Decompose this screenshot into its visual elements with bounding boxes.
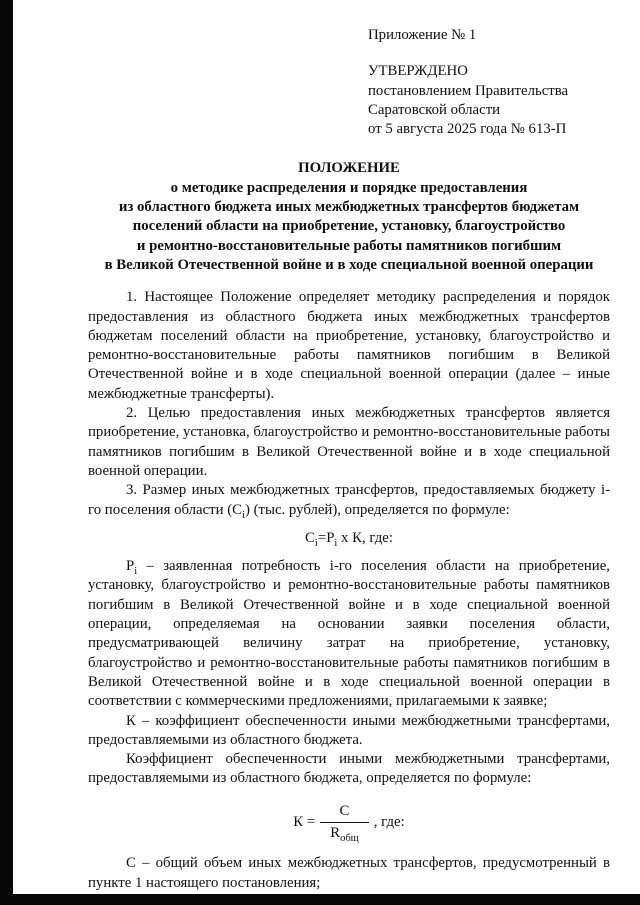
scan-border-bottom	[0, 894, 640, 905]
approval-line-1: УТВЕРЖДЕНО	[368, 63, 468, 80]
paragraph-6: Коэффициент обеспеченности иными межбюджетными трансфертами, предоставляемыми из областного бюджета, определяется по формуле:	[88, 751, 610, 787]
formula-c-subscript: i	[314, 537, 318, 549]
fraction	[320, 802, 369, 844]
paragraph-4-text-before: Р	[126, 558, 135, 575]
paragraph-7: С – общий объем иных межбюджетных трансфертов, предусмотренный в пункте 1 настоящего постановления;	[88, 855, 610, 891]
formula-rest: х К, где:	[337, 529, 393, 546]
title-line-6: в Великой Отечественной войне и в ходе специальной военной операции	[104, 256, 594, 273]
document-title	[88, 159, 610, 275]
title-line-2: о методике распределения и порядке предоставления	[170, 179, 528, 196]
title-line-1: ПОЛОЖЕНИЕ	[298, 160, 400, 177]
formula-where: , где:	[373, 813, 405, 830]
approval-line-3: Саратовской области	[368, 101, 501, 118]
subscript-i: i	[242, 509, 245, 521]
title-line-3: из областного бюджета иных межбюджетных трансфертов бюджетам	[118, 199, 580, 216]
formula-equals-p: =Р	[317, 529, 335, 546]
paragraph-2: 2. Целью предоставления иных межбюджетных трансфертов является приобретение, установка, благоустройство и ремонтно-восстановительные работы памятников погибшим в Великой Отечественной войне и в ходе специальной военной операции.	[88, 405, 610, 479]
paragraph-4-text-after: – заявленная потребность i-го поселения области на приобретение, установку, благоустройство и ремонтно-восстановительные работы памятников погибшим в Великой Отечественной войне и в ходе специальной военной операции, определяемая на основании заявки поселения области, предусматривающей величину затрат на приобретение, установку, благоустройство и ремонтно-восстановительные работы памятников погибшим в Великой Отечественной войне и в ходе специальной военной операции в соответствии с коммерческими предложениями, прилагаемыми к заявке;	[88, 558, 610, 710]
formula-coefficient	[88, 802, 610, 844]
paragraph-1: 1. Настоящее Положение определяет методику распределения и порядок предоставления из областного бюджета иных межбюджетных трансфертов бюджетам поселений области на приобретение, установку, благоустройство и ремонтно-восстановительные работы памятников погибшим в Великой Отечественной войне и в ходе специальной военной операции (далее – иные межбюджетные трансферты).	[88, 289, 610, 402]
formula-k-equals: К =	[293, 813, 316, 830]
subscript-i: i	[134, 566, 138, 578]
formula-c: С	[305, 529, 315, 546]
title-line-4: поселений области на приобретение, установку, благоустройство	[132, 218, 566, 235]
paragraph-3-text-after: ) (тыс. рублей), определяется по формуле:	[244, 501, 510, 518]
scan-border-left	[0, 0, 13, 905]
title-line-5: и ремонтно-восстановительные работы памятников погибшим	[136, 237, 562, 254]
appendix-label: Приложение № 1	[368, 27, 477, 43]
document-body	[88, 288, 610, 893]
paragraph-3	[88, 481, 610, 520]
approval-block	[368, 62, 610, 139]
paragraph-4	[88, 557, 610, 711]
subscript-obshch: общ	[340, 832, 359, 844]
fraction-denominator	[320, 822, 369, 843]
paragraph-5: К – коэффициент обеспеченности иными межбюджетными трансфертами, предоставляемыми из областного бюджета.	[88, 712, 610, 748]
formula-transfer-size	[88, 529, 610, 548]
document-content	[88, 26, 610, 893]
approval-line-2: постановлением Правительства	[368, 82, 569, 99]
approval-line-4: от 5 августа 2025 года № 613-П	[368, 121, 567, 138]
formula-p-subscript: i	[334, 537, 338, 549]
paragraph-3-text-before: 3. Размер иных межбюджетных трансфертов, предоставляемых бюджету i-го поселения области (С	[88, 482, 610, 518]
fraction-numerator: С	[339, 802, 350, 819]
fraction-denominator-letter: R	[330, 824, 341, 841]
